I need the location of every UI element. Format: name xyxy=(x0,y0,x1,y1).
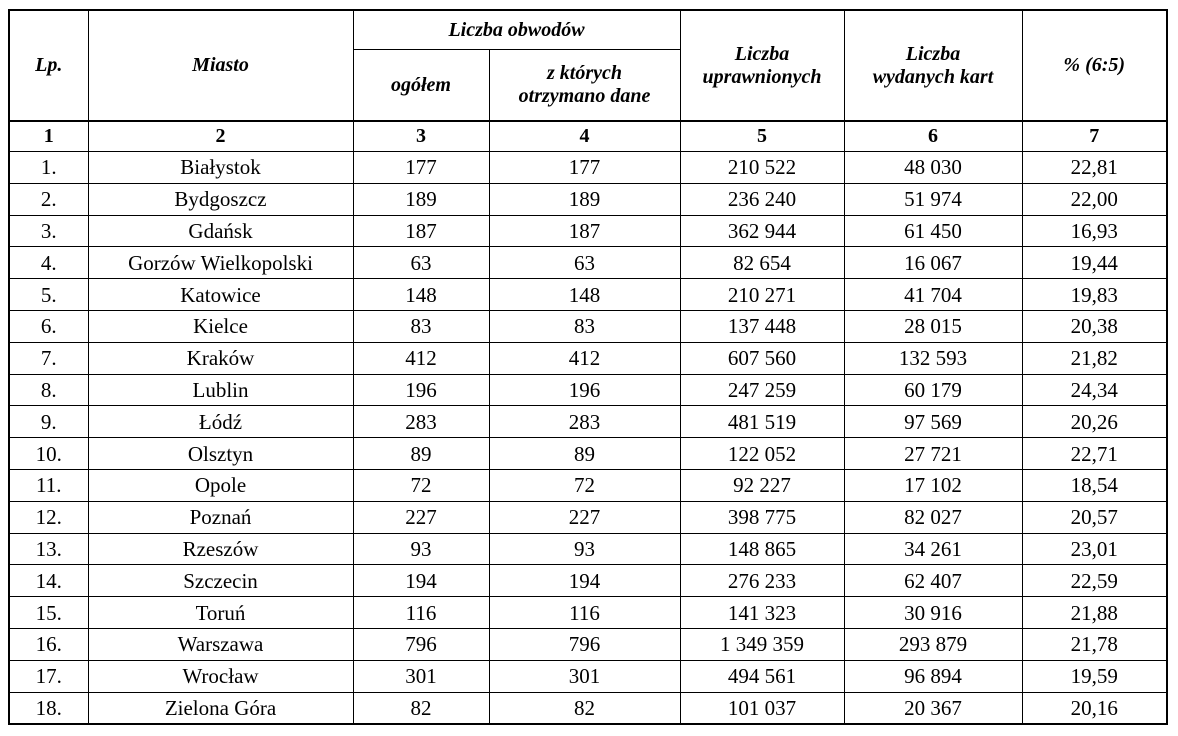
row-districts-received-cell: 93 xyxy=(489,533,680,565)
row-eligible-cell: 122 052 xyxy=(680,438,844,470)
row-cards-cell: 97 569 xyxy=(844,406,1022,438)
row-districts-received-cell: 187 xyxy=(489,215,680,247)
row-city-cell: Zielona Góra xyxy=(88,692,353,724)
table-row xyxy=(9,628,1167,660)
row-lp-cell: 11. xyxy=(9,469,88,501)
row-districts-received-cell: 194 xyxy=(489,565,680,597)
row-lp-cell: 13. xyxy=(9,533,88,565)
row-city-cell: Warszawa xyxy=(88,628,353,660)
row-cards-cell: 16 067 xyxy=(844,247,1022,279)
row-lp-cell: 18. xyxy=(9,692,88,724)
row-cards-cell: 20 367 xyxy=(844,692,1022,724)
row-city-cell: Gorzów Wielkopolski xyxy=(88,247,353,279)
row-cards-cell: 96 894 xyxy=(844,660,1022,692)
row-lp-cell: 8. xyxy=(9,374,88,406)
row-eligible-cell: 210 522 xyxy=(680,152,844,184)
column-number: 7 xyxy=(1022,121,1167,152)
row-city-cell: Gdańsk xyxy=(88,215,353,247)
row-percent-cell: 21,82 xyxy=(1022,342,1167,374)
row-cards-cell: 51 974 xyxy=(844,183,1022,215)
column-number: 2 xyxy=(88,121,353,152)
table-row xyxy=(9,533,1167,565)
column-number: 5 xyxy=(680,121,844,152)
row-districts-received-cell: 796 xyxy=(489,628,680,660)
row-lp-cell: 9. xyxy=(9,406,88,438)
row-districts-total-cell: 116 xyxy=(353,597,489,629)
table-row xyxy=(9,565,1167,597)
row-eligible-cell: 1 349 359 xyxy=(680,628,844,660)
row-districts-total-cell: 301 xyxy=(353,660,489,692)
row-city-cell: Szczecin xyxy=(88,565,353,597)
row-lp-cell: 6. xyxy=(9,310,88,342)
row-districts-received-cell: 148 xyxy=(489,279,680,311)
row-eligible-cell: 494 561 xyxy=(680,660,844,692)
row-cards-cell: 27 721 xyxy=(844,438,1022,470)
row-lp-cell: 17. xyxy=(9,660,88,692)
table-row xyxy=(9,215,1167,247)
row-percent-cell: 19,59 xyxy=(1022,660,1167,692)
row-districts-received-cell: 412 xyxy=(489,342,680,374)
row-cards-cell: 30 916 xyxy=(844,597,1022,629)
row-districts-received-cell: 63 xyxy=(489,247,680,279)
row-districts-received-cell: 189 xyxy=(489,183,680,215)
row-eligible-cell: 362 944 xyxy=(680,215,844,247)
column-number: 3 xyxy=(353,121,489,152)
row-lp-cell: 16. xyxy=(9,628,88,660)
table-row xyxy=(9,279,1167,311)
header-city: Miasto xyxy=(88,10,353,121)
row-districts-received-cell: 177 xyxy=(489,152,680,184)
row-districts-total-cell: 283 xyxy=(353,406,489,438)
table-row xyxy=(9,469,1167,501)
row-lp-cell: 10. xyxy=(9,438,88,470)
column-number: 6 xyxy=(844,121,1022,152)
row-districts-received-cell: 283 xyxy=(489,406,680,438)
row-city-cell: Lublin xyxy=(88,374,353,406)
row-districts-total-cell: 796 xyxy=(353,628,489,660)
table-row xyxy=(9,438,1167,470)
row-percent-cell: 22,71 xyxy=(1022,438,1167,470)
header-eligible: Liczba uprawnionych xyxy=(680,10,844,121)
table-row xyxy=(9,501,1167,533)
row-districts-total-cell: 83 xyxy=(353,310,489,342)
row-districts-received-cell: 196 xyxy=(489,374,680,406)
row-percent-cell: 18,54 xyxy=(1022,469,1167,501)
row-eligible-cell: 101 037 xyxy=(680,692,844,724)
row-percent-cell: 21,78 xyxy=(1022,628,1167,660)
table-row xyxy=(9,247,1167,279)
header-districts-received: z których otrzymano dane xyxy=(489,50,680,122)
row-city-cell: Łódź xyxy=(88,406,353,438)
row-eligible-cell: 92 227 xyxy=(680,469,844,501)
row-lp-cell: 1. xyxy=(9,152,88,184)
row-percent-cell: 19,83 xyxy=(1022,279,1167,311)
row-cards-cell: 132 593 xyxy=(844,342,1022,374)
row-eligible-cell: 607 560 xyxy=(680,342,844,374)
row-percent-cell: 21,88 xyxy=(1022,597,1167,629)
header-percent: % (6:5) xyxy=(1022,10,1167,121)
row-cards-cell: 41 704 xyxy=(844,279,1022,311)
table-row xyxy=(9,310,1167,342)
row-eligible-cell: 210 271 xyxy=(680,279,844,311)
row-districts-received-cell: 82 xyxy=(489,692,680,724)
row-percent-cell: 19,44 xyxy=(1022,247,1167,279)
row-districts-total-cell: 63 xyxy=(353,247,489,279)
row-eligible-cell: 247 259 xyxy=(680,374,844,406)
row-percent-cell: 22,81 xyxy=(1022,152,1167,184)
row-eligible-cell: 236 240 xyxy=(680,183,844,215)
row-districts-total-cell: 196 xyxy=(353,374,489,406)
row-cards-cell: 61 450 xyxy=(844,215,1022,247)
row-percent-cell: 20,38 xyxy=(1022,310,1167,342)
table-row xyxy=(9,183,1167,215)
row-city-cell: Katowice xyxy=(88,279,353,311)
row-districts-total-cell: 89 xyxy=(353,438,489,470)
row-cards-cell: 28 015 xyxy=(844,310,1022,342)
results-table-container xyxy=(8,9,1166,725)
column-number: 4 xyxy=(489,121,680,152)
city-turnout-table xyxy=(8,9,1168,725)
row-lp-cell: 12. xyxy=(9,501,88,533)
row-percent-cell: 23,01 xyxy=(1022,533,1167,565)
row-districts-total-cell: 148 xyxy=(353,279,489,311)
header-districts-group: Liczba obwodów xyxy=(353,10,680,50)
table-row xyxy=(9,342,1167,374)
row-percent-cell: 20,57 xyxy=(1022,501,1167,533)
row-districts-received-cell: 83 xyxy=(489,310,680,342)
row-lp-cell: 4. xyxy=(9,247,88,279)
row-cards-cell: 34 261 xyxy=(844,533,1022,565)
row-city-cell: Bydgoszcz xyxy=(88,183,353,215)
row-cards-cell: 62 407 xyxy=(844,565,1022,597)
row-city-cell: Olsztyn xyxy=(88,438,353,470)
table-row xyxy=(9,374,1167,406)
row-city-cell: Rzeszów xyxy=(88,533,353,565)
row-cards-cell: 293 879 xyxy=(844,628,1022,660)
row-lp-cell: 15. xyxy=(9,597,88,629)
row-districts-received-cell: 116 xyxy=(489,597,680,629)
row-lp-cell: 14. xyxy=(9,565,88,597)
row-eligible-cell: 148 865 xyxy=(680,533,844,565)
row-districts-received-cell: 72 xyxy=(489,469,680,501)
table-row xyxy=(9,152,1167,184)
row-percent-cell: 22,00 xyxy=(1022,183,1167,215)
table-row xyxy=(9,660,1167,692)
row-districts-total-cell: 412 xyxy=(353,342,489,374)
row-city-cell: Kielce xyxy=(88,310,353,342)
header-districts-total: ogółem xyxy=(353,50,489,122)
row-districts-total-cell: 93 xyxy=(353,533,489,565)
row-districts-total-cell: 194 xyxy=(353,565,489,597)
row-districts-received-cell: 227 xyxy=(489,501,680,533)
row-city-cell: Kraków xyxy=(88,342,353,374)
row-lp-cell: 5. xyxy=(9,279,88,311)
row-districts-total-cell: 177 xyxy=(353,152,489,184)
header-lp: Lp. xyxy=(9,10,88,121)
row-cards-cell: 60 179 xyxy=(844,374,1022,406)
row-city-cell: Wrocław xyxy=(88,660,353,692)
row-districts-total-cell: 82 xyxy=(353,692,489,724)
column-number: 1 xyxy=(9,121,88,152)
row-percent-cell: 16,93 xyxy=(1022,215,1167,247)
row-cards-cell: 48 030 xyxy=(844,152,1022,184)
row-cards-cell: 17 102 xyxy=(844,469,1022,501)
row-eligible-cell: 141 323 xyxy=(680,597,844,629)
header-cards: Liczba wydanych kart xyxy=(844,10,1022,121)
row-districts-received-cell: 301 xyxy=(489,660,680,692)
row-districts-total-cell: 72 xyxy=(353,469,489,501)
row-eligible-cell: 481 519 xyxy=(680,406,844,438)
row-percent-cell: 24,34 xyxy=(1022,374,1167,406)
row-eligible-cell: 82 654 xyxy=(680,247,844,279)
row-city-cell: Opole xyxy=(88,469,353,501)
row-cards-cell: 82 027 xyxy=(844,501,1022,533)
table-row xyxy=(9,692,1167,724)
row-districts-received-cell: 89 xyxy=(489,438,680,470)
row-eligible-cell: 137 448 xyxy=(680,310,844,342)
row-city-cell: Toruń xyxy=(88,597,353,629)
table-body xyxy=(9,152,1167,725)
row-percent-cell: 20,26 xyxy=(1022,406,1167,438)
row-eligible-cell: 276 233 xyxy=(680,565,844,597)
row-lp-cell: 2. xyxy=(9,183,88,215)
row-districts-total-cell: 189 xyxy=(353,183,489,215)
row-districts-total-cell: 187 xyxy=(353,215,489,247)
table-row xyxy=(9,597,1167,629)
row-city-cell: Poznań xyxy=(88,501,353,533)
row-percent-cell: 20,16 xyxy=(1022,692,1167,724)
column-number-row xyxy=(9,121,1167,152)
row-percent-cell: 22,59 xyxy=(1022,565,1167,597)
row-lp-cell: 7. xyxy=(9,342,88,374)
row-lp-cell: 3. xyxy=(9,215,88,247)
row-city-cell: Białystok xyxy=(88,152,353,184)
table-row xyxy=(9,406,1167,438)
row-districts-total-cell: 227 xyxy=(353,501,489,533)
row-eligible-cell: 398 775 xyxy=(680,501,844,533)
